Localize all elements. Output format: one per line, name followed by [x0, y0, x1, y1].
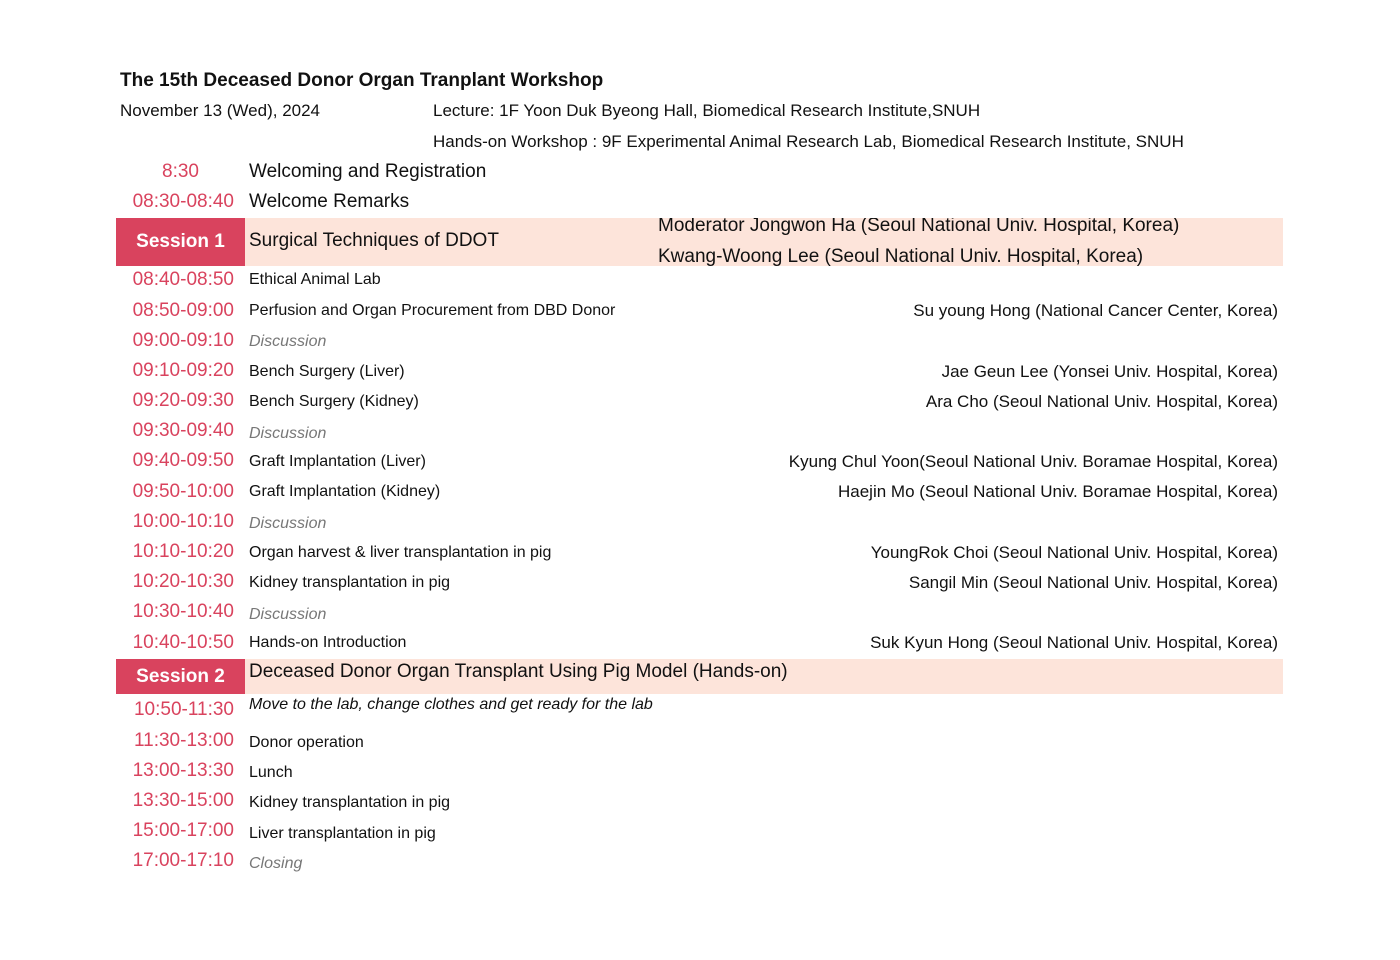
speaker: Sangil Min (Seoul National Univ. Hospital, Korea) [908, 573, 1278, 592]
time-slot: 11:30-13:00 [133, 730, 234, 751]
venue-handson: Hands-on Workshop : 9F Experimental Animal Research Lab, Biomedical Research Institute, SNUH [433, 132, 1184, 151]
agenda-title: Discussion [249, 425, 327, 442]
venue-lecture: Lecture: 1F Yoon Duk Byeong Hall, Biomedical Research Institute,SNUH [433, 101, 981, 120]
session1-moderator: Moderator Jongwon Ha (Seoul National Univ. Hospital, Korea) [658, 218, 1180, 236]
workshop-date: November 13 (Wed), 2024 [120, 101, 321, 120]
time-slot: 09:50-10:00 [132, 481, 234, 502]
speaker: Kyung Chul Yoon(Seoul National Univ. Boramae Hospital, Korea) [788, 452, 1278, 471]
agenda-title: Graft Implantation (Kidney) [249, 483, 441, 500]
agenda-title: Bench Surgery (Kidney) [249, 393, 419, 410]
session1-moderator-2: Kwang-Woong Lee (Seoul National Univ. Hospital, Korea) [658, 246, 1144, 266]
agenda-title: Lunch [249, 764, 293, 781]
session1-header [116, 218, 1283, 266]
time-slot: 13:30-15:00 [132, 790, 234, 811]
agenda-title: Graft Implantation (Liver) [249, 453, 426, 470]
agenda-title: Perfusion and Organ Procurement from DBD Donor [249, 302, 616, 319]
time-slot: 10:20-10:30 [132, 571, 234, 592]
time-slot: 08:30-08:40 [132, 191, 234, 212]
speaker: YoungRok Choi (Seoul National Univ. Hospital, Korea) [870, 543, 1278, 562]
time-slot: 10:30-10:40 [132, 601, 234, 622]
agenda-title: Move to the lab, change clothes and get ready for the lab [249, 696, 653, 713]
agenda-title: Discussion [249, 606, 327, 623]
agenda-title: Discussion [249, 515, 327, 532]
session2-title: Deceased Donor Organ Transplant Using Pig Model (Hands-on) [249, 661, 788, 682]
time-slot: 09:00-09:10 [132, 330, 234, 351]
time-slot: 10:10-10:20 [132, 541, 234, 562]
session1-title: Surgical Techniques of DDOT [249, 230, 499, 251]
time-slot: 08:40-08:50 [132, 269, 234, 290]
time-slot: 15:00-17:00 [132, 820, 234, 841]
session2-header [116, 659, 1283, 694]
workshop-title: The 15th Deceased Donor Organ Tranplant Workshop [120, 70, 604, 91]
agenda-title: Welcome Remarks [249, 191, 410, 212]
speaker: Haejin Mo (Seoul National Univ. Boramae Hospital, Korea) [838, 482, 1278, 501]
time-slot: 8:30 [162, 161, 199, 182]
time-slot: 10:00-10:10 [132, 511, 234, 532]
agenda-title: Discussion [249, 333, 327, 350]
speaker: Ara Cho (Seoul National Univ. Hospital, Korea) [925, 392, 1278, 411]
agenda-title: Welcoming and Registration [249, 161, 487, 182]
speaker: Suk Kyun Hong (Seoul National Univ. Hospital, Korea) [870, 633, 1278, 652]
time-slot: 10:40-10:50 [132, 632, 234, 653]
time-slot: 17:00-17:10 [132, 850, 234, 871]
agenda-title: Organ harvest & liver transplantation in pig [249, 544, 552, 561]
time-slot: 09:20-09:30 [132, 390, 234, 411]
agenda-title: Kidney transplantation in pig [249, 794, 451, 811]
agenda-title: Donor operation [249, 734, 364, 751]
time-slot: 09:30-09:40 [132, 420, 234, 441]
time-slot: 08:50-09:00 [132, 300, 234, 321]
time-slot: 09:40-09:50 [132, 450, 234, 471]
agenda-title: Closing [249, 855, 303, 872]
agenda-title: Kidney transplantation in pig [249, 574, 451, 591]
agenda-title: Bench Surgery (Liver) [249, 363, 405, 380]
speaker: Jae Geun Lee (Yonsei Univ. Hospital, Korea) [941, 362, 1278, 381]
agenda-title: Hands-on Introduction [249, 634, 407, 651]
time-slot: 09:10-09:20 [132, 360, 234, 381]
speaker: Su young Hong (National Cancer Center, Korea) [913, 301, 1278, 320]
time-slot: 13:00-13:30 [132, 760, 234, 781]
session1-badge: Session 1 [116, 218, 245, 266]
time-slot: 10:50-11:30 [133, 699, 234, 720]
agenda-title: Liver transplantation in pig [249, 825, 436, 842]
session2-badge: Session 2 [116, 659, 245, 694]
agenda-title: Ethical Animal Lab [249, 271, 381, 288]
